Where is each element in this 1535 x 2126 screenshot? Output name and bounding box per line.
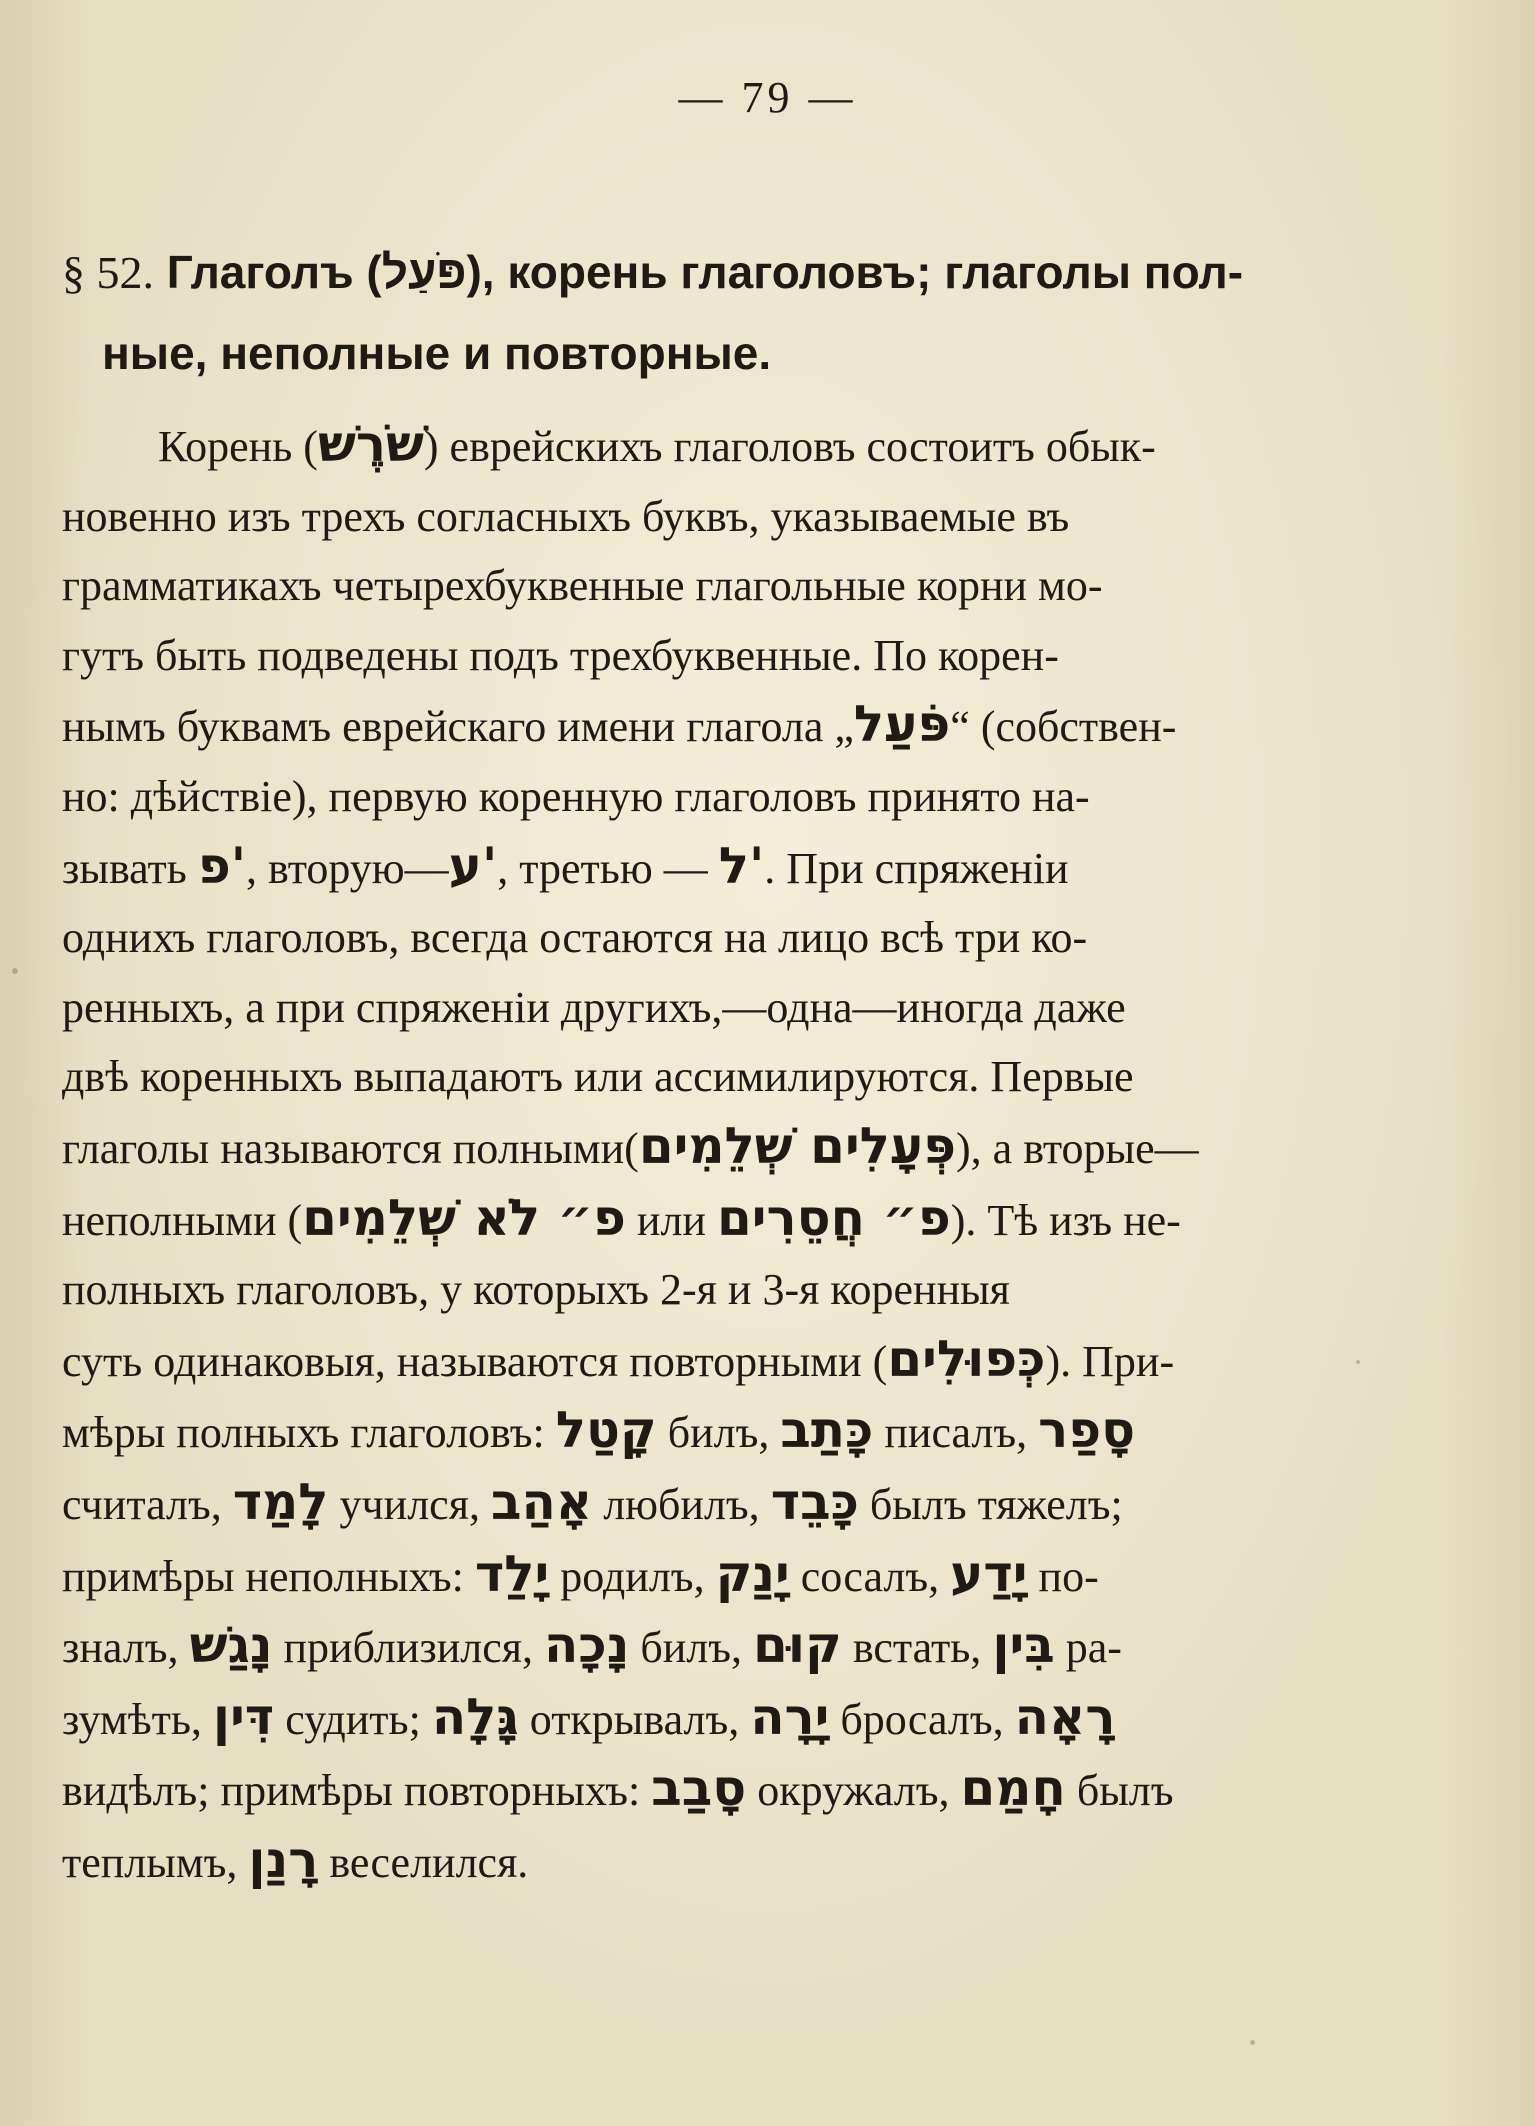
paper-speck (1250, 2040, 1255, 2045)
hebrew-word: 'ל (718, 836, 765, 895)
section-number: § 52. (62, 247, 154, 298)
hebrew-word: קָטַל (555, 1401, 657, 1460)
hebrew-word: נָגַשׁ (189, 1616, 273, 1675)
hebrew-word: לָמַד (232, 1472, 329, 1531)
body-line: гутъ быть подведены подъ трехбуквенные. По корен- (62, 630, 1059, 680)
body-line: однихъ глаголовъ, всегда остаются на лицо всѣ три ко- (62, 913, 1088, 963)
body-line: но: дѣйствіе), первую коренную глаголовъ принято на- (62, 771, 1090, 821)
body-line: неполными (פ״ לֹא שְׁלֵמִים или פ״ חֲסֵרִים). Тѣ изъ не- (62, 1188, 1181, 1247)
hebrew-word: פְּעָלִים שְׁלֵמִים (638, 1116, 957, 1175)
hebrew-word: יָלַד (474, 1544, 550, 1603)
body-line: видѣлъ; примѣры повторныхъ: סָבַב окружалъ, חָמַם былъ (62, 1759, 1174, 1818)
hebrew-word: קוּם (753, 1616, 842, 1675)
hebrew-word: אָהַב (490, 1472, 593, 1531)
body-line: мѣры полныхъ глаголовъ: קָטַל билъ, כָּתַב писалъ, סָפַר (62, 1401, 1136, 1460)
body-line: новенно изъ трехъ согласныхъ буквъ, указываемые въ (62, 491, 1070, 541)
page-number: — 79 — (678, 73, 857, 122)
hebrew-word: פ״ לֹא שְׁלֵמִים (302, 1188, 626, 1247)
body-paragraph (62, 410, 1352, 1897)
hebrew-word: יָרָה (750, 1687, 830, 1746)
hebrew-word: פ״ חֲסֵרִים (716, 1188, 951, 1247)
body-line: ренныхъ, а при спряженіи другихъ,—одна—иногда даже (62, 982, 1126, 1032)
hebrew-word: רָנַן (248, 1830, 319, 1889)
body-line: двѣ коренныхъ выпадаютъ или ассимилируются. Первые (62, 1052, 1134, 1102)
body-line: зналъ, נָגַשׁ приблизился, נָכָה билъ, קוּם встать, בִּין ра- (62, 1616, 1122, 1675)
body-line: примѣры неполныхъ: יָלַד родилъ, יָנַק сосалъ, יָדַע по- (62, 1544, 1099, 1603)
body-line: нымъ буквамъ еврейскаго имени глагола „פֹּעַל“ (собствен- (62, 695, 1177, 754)
hebrew-word: יָדַע (950, 1544, 1028, 1603)
hebrew-word: פֹּעַל (853, 695, 951, 754)
body-line: зумѣть, דִּין судить; גָּלָה открывалъ, יָרָה бросалъ, רָאָה (62, 1687, 1116, 1746)
hebrew-word: כָּתַב (780, 1401, 874, 1460)
hebrew-word: יָנַק (715, 1544, 790, 1603)
hebrew-word: 'פ (197, 836, 247, 895)
hebrew-word: גָּלָה (431, 1687, 519, 1746)
body-line: суть одинаковыя, называются повторными (כְּפוּלִים). При- (62, 1329, 1175, 1388)
hebrew-word: רָאָה (1014, 1687, 1116, 1746)
hebrew-word: דִּין (212, 1687, 275, 1746)
body-line: считалъ, לָמַד учился, אָהַב любилъ, כָּבֵד былъ тяжелъ; (62, 1472, 1123, 1531)
section-title-line-2: ные, неполные и повторные. (102, 327, 772, 379)
body-line: зывать 'פ, вторую—'ע, третью — 'ל. При спряженіи (62, 836, 1069, 895)
paper-speck (12, 968, 18, 974)
hebrew-word: נָכָה (544, 1616, 630, 1675)
hebrew-word: בִּין (992, 1616, 1055, 1675)
hebrew-word: סָבַב (651, 1759, 747, 1818)
hebrew-word: כָּבֵד (770, 1472, 859, 1531)
hebrew-word: חָמַם (960, 1759, 1066, 1818)
hebrew-word: סָפַר (1038, 1401, 1136, 1460)
body-line: Корень (שֹׁרֶשׁ) еврейскихъ глаголовъ состоитъ обык- (158, 415, 1156, 473)
body-line: грамматикахъ четырехбуквенные глагольные корни мо- (62, 561, 1103, 611)
hebrew-word: 'ע (448, 836, 498, 895)
hebrew-word: שֹׁרֶשׁ (317, 415, 424, 473)
body-line: глаголы называются полными(פְּעָלִים שְׁלֵמִים), а вторые— (62, 1116, 1199, 1175)
section-heading (62, 232, 1352, 393)
paper-speck (1356, 1360, 1360, 1364)
body-line: теплымъ, רָנַן веселился. (62, 1830, 529, 1889)
hebrew-word: כְּפוּלִים (887, 1329, 1046, 1388)
section-title-line-1: Глаголъ (פֹּעַל), корень глаголовъ; глаголы пол- (166, 246, 1244, 298)
body-line: полныхъ глаголовъ, у которыхъ 2-я и 3-я коренныя (62, 1265, 1010, 1315)
